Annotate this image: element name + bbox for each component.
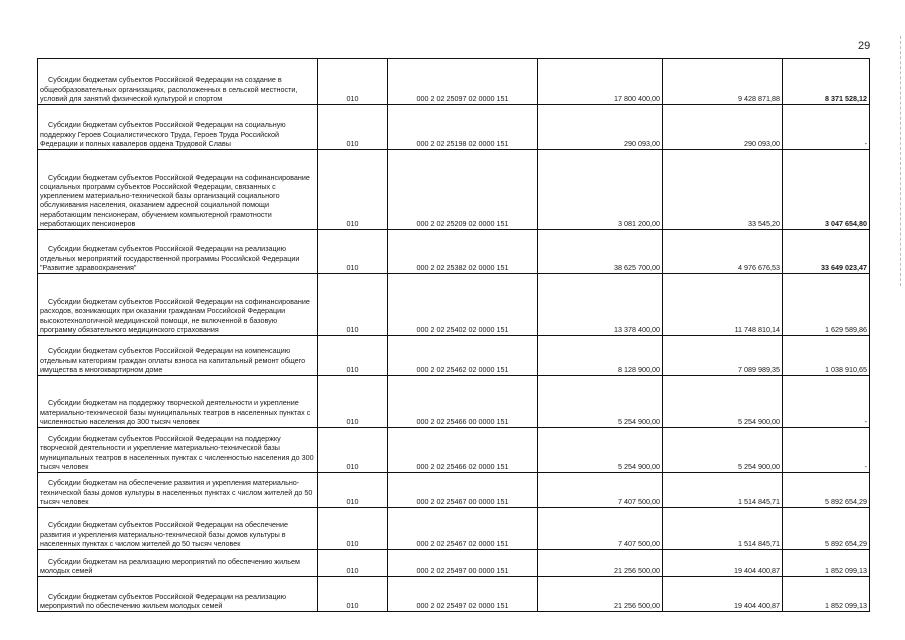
budget-class-code-cell: 000 2 02 25402 02 0000 151 <box>388 274 538 336</box>
budget-class-code-cell: 000 2 02 25209 02 0000 151 <box>388 150 538 230</box>
name-text: Субсидии бюджетам субъектов Российской Федерации на компенсацию отдельным категориям граждан оплаты взноса на капитальный ремонт общего имущества в многоквартирном доме <box>40 346 306 374</box>
scan-edge-mark <box>900 36 902 286</box>
table-row <box>38 150 870 230</box>
line-code-cell: 010 <box>318 550 388 577</box>
name-text: Субсидии бюджетам субъектов Российской Федерации на софинансирование социальных программ субъектов Российской Федерации, связанных с укреплением материально-технической базы организаций социального обслуживания населения, оказанием адресной социальной помощи неработающим пенсионерам, обучением компьютерной грамотности неработающих пенсионеров <box>40 172 310 228</box>
executed-amount-cell: 19 404 400,87 <box>663 577 783 612</box>
name-cell <box>38 428 318 473</box>
budget-class-code-cell: 000 2 02 25097 02 0000 151 <box>388 59 538 105</box>
name-text: Субсидии бюджетам субъектов Российской Федерации на поддержку творческой деятельности и укрепление материально-технической базы муниципальных театров в населенных пунктах с численностью населения до 300 тысяч человек <box>40 434 314 471</box>
name-text: Субсидии бюджетам субъектов Российской Федерации на реализацию мероприятий по обеспечению жильем молодых семей <box>40 591 287 610</box>
approved-amount-cell: 13 378 400,00 <box>538 274 663 336</box>
table-row <box>38 577 870 612</box>
budget-class-code-cell: 000 2 02 25466 00 0000 151 <box>388 376 538 428</box>
budget-class-code-cell: 000 2 02 25497 02 0000 151 <box>388 577 538 612</box>
unexecuted-amount-cell: 33 649 023,47 <box>783 230 870 274</box>
approved-amount-cell: 7 407 500,00 <box>538 473 663 508</box>
executed-amount-cell: 9 428 871,88 <box>663 59 783 105</box>
approved-amount-cell: 7 407 500,00 <box>538 508 663 550</box>
page-number: 29 <box>858 40 871 52</box>
budget-class-code-cell: 000 2 02 25198 02 0000 151 <box>388 105 538 150</box>
approved-amount-cell: 290 093,00 <box>538 105 663 150</box>
name-cell <box>38 274 318 336</box>
name-cell <box>38 376 318 428</box>
line-code-cell: 010 <box>318 376 388 428</box>
name-cell <box>38 150 318 230</box>
executed-amount-cell: 290 093,00 <box>663 105 783 150</box>
name-text: Субсидии бюджетам субъектов Российской Федерации на софинансирование расходов, возникающих при оказании гражданам Российской Федерации высокотехнологичной медицинской помощи, не включенной в базовую программу обязательного медицинского страхования <box>40 297 310 334</box>
line-code-cell: 010 <box>318 150 388 230</box>
budget-class-code-cell: 000 2 02 25466 02 0000 151 <box>388 428 538 473</box>
name-cell <box>38 577 318 612</box>
approved-amount-cell: 3 081 200,00 <box>538 150 663 230</box>
line-code-cell: 010 <box>318 59 388 105</box>
unexecuted-amount-cell: 5 892 654,29 <box>783 473 870 508</box>
approved-amount-cell: 21 256 500,00 <box>538 577 663 612</box>
name-text: Субсидии бюджетам субъектов Российской Федерации на социальную поддержку Героев Социалистического Труда, Героев Труда Российской Федерации и полных кавалеров ордена Трудовой Славы <box>40 120 286 148</box>
line-code-cell: 010 <box>318 230 388 274</box>
name-cell <box>38 473 318 508</box>
approved-amount-cell: 5 254 900,00 <box>538 428 663 473</box>
name-text: Субсидии бюджетам субъектов Российской Федерации на обеспечение развития и укрепления материально-технической базы домов культуры в населенных пунктах с числом жителей до 50 тысяч человек <box>40 520 288 548</box>
unexecuted-amount-cell: 1 852 099,13 <box>783 577 870 612</box>
line-code-cell: 010 <box>318 336 388 376</box>
executed-amount-cell: 33 545,20 <box>663 150 783 230</box>
name-text: Субсидии бюджетам на реализацию мероприятий по обеспечению жильем молодых семей <box>40 556 300 575</box>
executed-amount-cell: 7 089 989,35 <box>663 336 783 376</box>
approved-amount-cell: 21 256 500,00 <box>538 550 663 577</box>
table-row <box>38 376 870 428</box>
table-row <box>38 508 870 550</box>
table-row <box>38 274 870 336</box>
executed-amount-cell: 19 404 400,87 <box>663 550 783 577</box>
name-cell <box>38 230 318 274</box>
executed-amount-cell: 5 254 900,00 <box>663 428 783 473</box>
budget-class-code-cell: 000 2 02 25497 00 0000 151 <box>388 550 538 577</box>
unexecuted-amount-cell: 1 629 589,86 <box>783 274 870 336</box>
unexecuted-amount-cell: 3 047 654,80 <box>783 150 870 230</box>
unexecuted-amount-cell: 1 852 099,13 <box>783 550 870 577</box>
budget-class-code-cell: 000 2 02 25462 02 0000 151 <box>388 336 538 376</box>
table-row <box>38 105 870 150</box>
table-row <box>38 336 870 376</box>
name-cell <box>38 336 318 376</box>
name-text: Субсидии бюджетам на поддержку творческой деятельности и укрепление материально-технической базы муниципальных театров в населенных пунктах с численностью населения до 300 тысяч человек <box>40 398 311 426</box>
line-code-cell: 010 <box>318 577 388 612</box>
name-cell <box>38 550 318 577</box>
name-cell <box>38 508 318 550</box>
executed-amount-cell: 1 514 845,71 <box>663 508 783 550</box>
line-code-cell: 010 <box>318 508 388 550</box>
unexecuted-amount-cell: 8 371 528,12 <box>783 59 870 105</box>
budget-class-code-cell: 000 2 02 25467 02 0000 151 <box>388 508 538 550</box>
name-text: Субсидии бюджетам на обеспечение развития и укрепления материально-технической базы домов культуры в населенных пунктах с числом жителей до 50 тысяч человек <box>40 478 313 506</box>
name-cell <box>38 59 318 105</box>
line-code-cell: 010 <box>318 105 388 150</box>
report-table-body <box>38 59 870 612</box>
table-row <box>38 550 870 577</box>
executed-amount-cell: 4 976 676,53 <box>663 230 783 274</box>
budget-report-table <box>37 58 870 612</box>
unexecuted-amount-cell: 5 892 654,29 <box>783 508 870 550</box>
approved-amount-cell: 38 625 700,00 <box>538 230 663 274</box>
budget-class-code-cell: 000 2 02 25382 02 0000 151 <box>388 230 538 274</box>
table-row <box>38 428 870 473</box>
unexecuted-amount-cell: - <box>783 376 870 428</box>
unexecuted-amount-cell: - <box>783 428 870 473</box>
name-text: Субсидии бюджетам субъектов Российской Федерации на создание в общеобразовательных организациях, расположенных в сельской местности, условий для занятий физической культурой и спортом <box>40 75 298 103</box>
approved-amount-cell: 8 128 900,00 <box>538 336 663 376</box>
unexecuted-amount-cell: 1 038 910,65 <box>783 336 870 376</box>
table-row <box>38 473 870 508</box>
approved-amount-cell: 17 800 400,00 <box>538 59 663 105</box>
budget-class-code-cell: 000 2 02 25467 00 0000 151 <box>388 473 538 508</box>
executed-amount-cell: 5 254 900,00 <box>663 376 783 428</box>
approved-amount-cell: 5 254 900,00 <box>538 376 663 428</box>
line-code-cell: 010 <box>318 274 388 336</box>
table-row <box>38 59 870 105</box>
line-code-cell: 010 <box>318 473 388 508</box>
name-cell <box>38 105 318 150</box>
table-row <box>38 230 870 274</box>
unexecuted-amount-cell: - <box>783 105 870 150</box>
name-text: Субсидии бюджетам субъектов Российской Федерации на реализацию отдельных мероприятий государственной программы Российской Федерации "Развитие здравоохранения" <box>40 244 300 272</box>
executed-amount-cell: 11 748 810,14 <box>663 274 783 336</box>
line-code-cell: 010 <box>318 428 388 473</box>
executed-amount-cell: 1 514 845,71 <box>663 473 783 508</box>
